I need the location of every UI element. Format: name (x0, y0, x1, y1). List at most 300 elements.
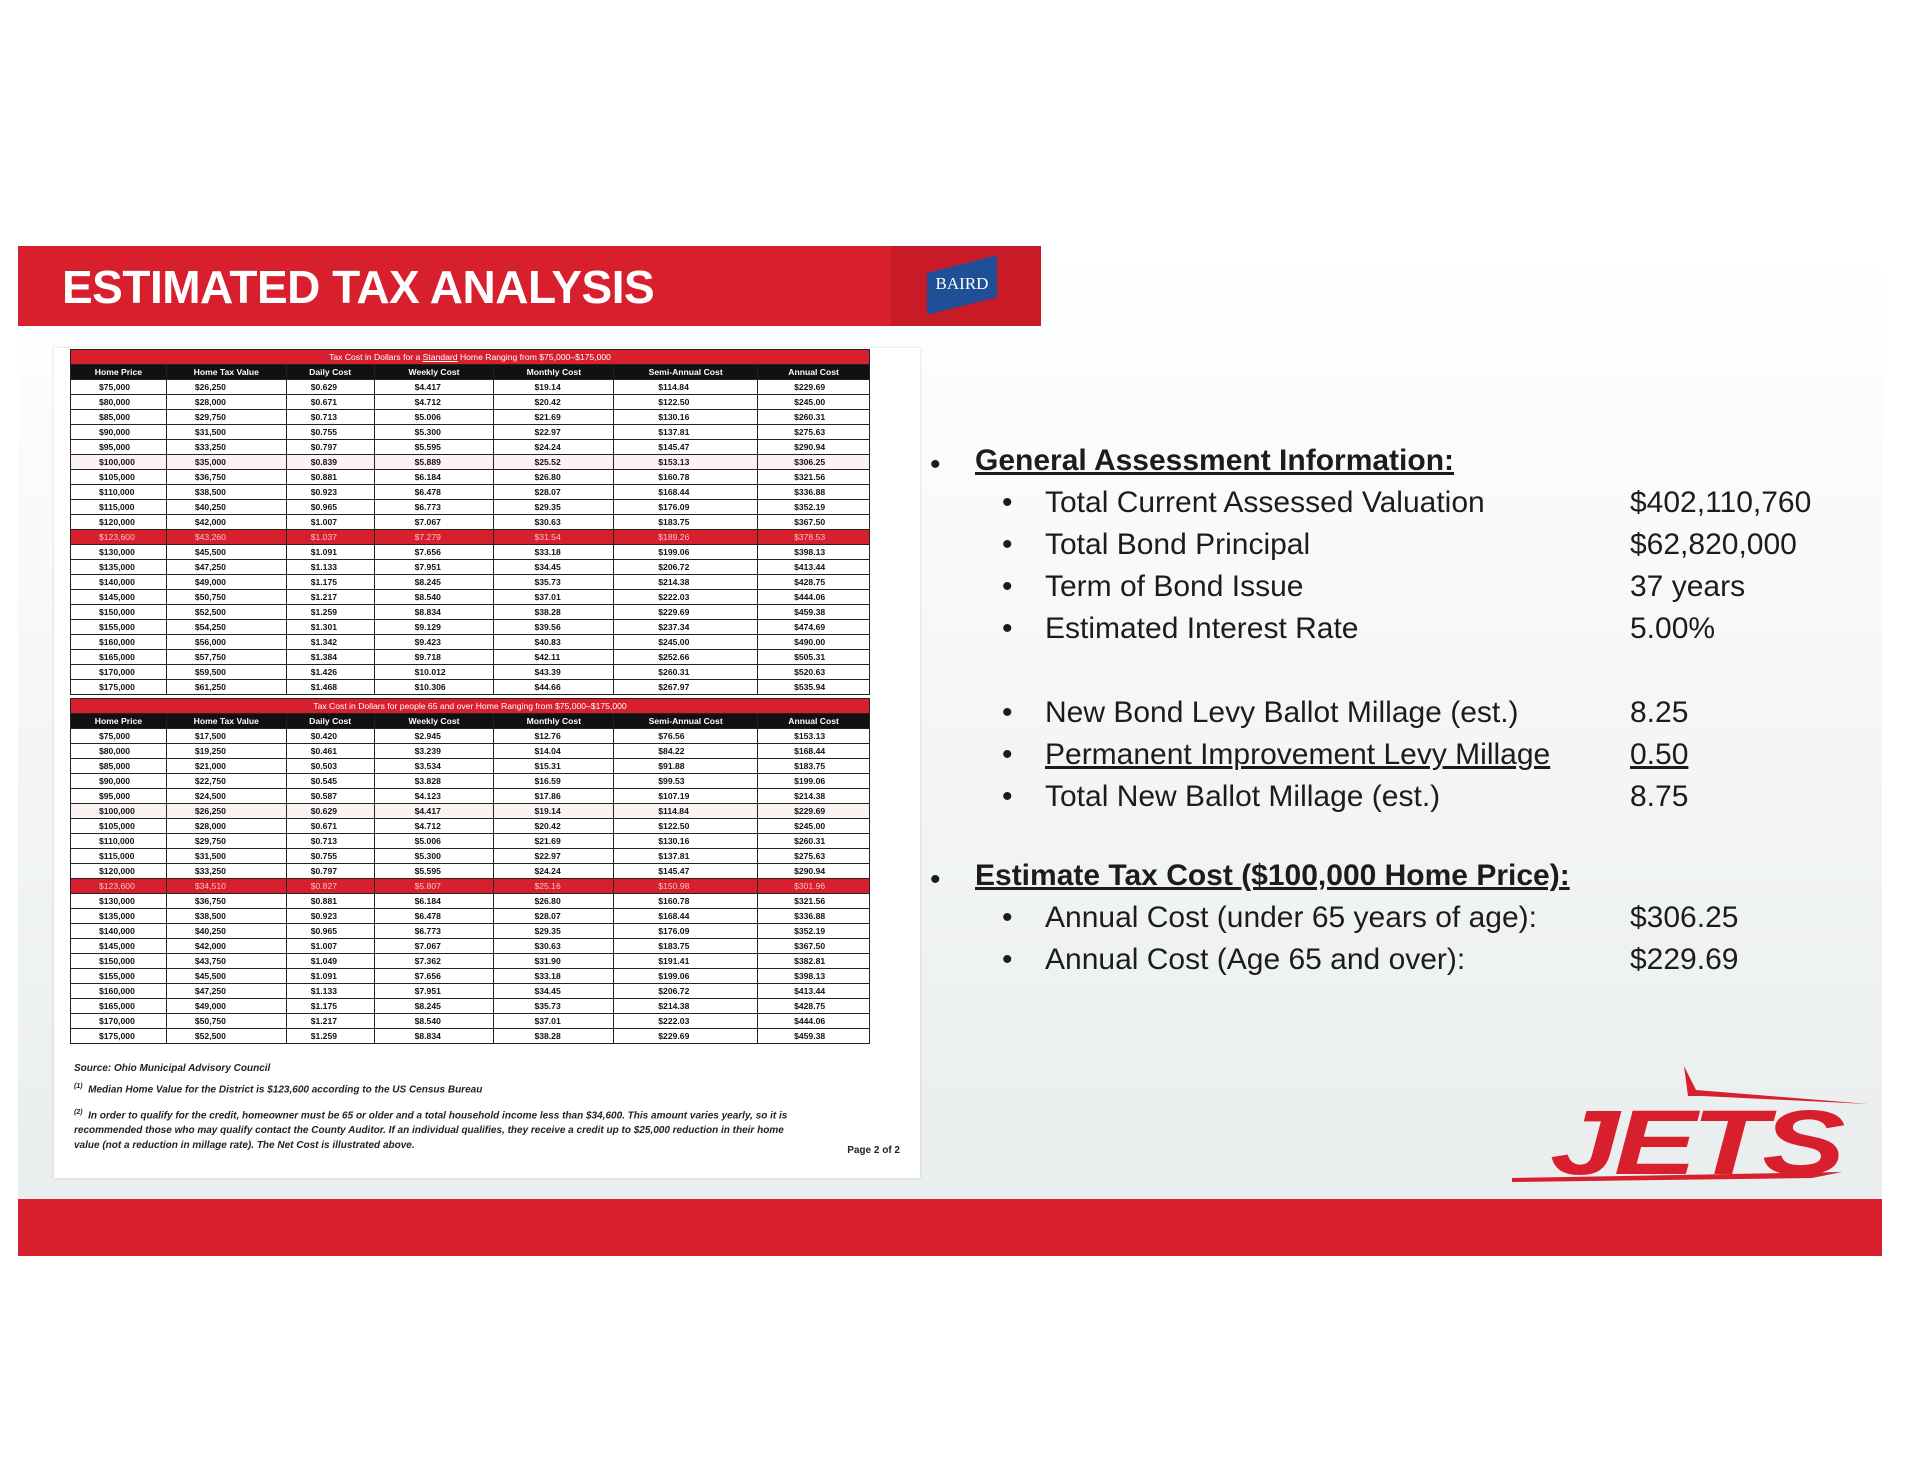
table-cell: $52,500 (166, 605, 286, 620)
table-row (71, 819, 870, 834)
table-cell: $0.923 (286, 909, 374, 924)
table-cell: $29.35 (494, 924, 614, 939)
table-cell: $21.69 (494, 410, 614, 425)
table-cell: $4.417 (374, 804, 494, 819)
table-cell: $267.97 (614, 680, 758, 695)
tax-document (54, 348, 920, 1178)
table-cell: $7.279 (374, 530, 494, 545)
column-header: Monthly Cost (494, 714, 614, 729)
table-cell: $28.07 (494, 485, 614, 500)
table-cell: $306.25 (758, 455, 870, 470)
table-cell: $123,600 (71, 879, 167, 894)
table-cell: $76.56 (614, 729, 758, 744)
table-cell: $36,750 (166, 894, 286, 909)
annual-cost-65plus-label: Annual Cost (Age 65 and over): (1045, 943, 1466, 976)
table-cell: $0.923 (286, 485, 374, 500)
table-cell: $90,000 (71, 425, 167, 440)
annual-cost-under65-value: $306.25 (1630, 901, 1739, 934)
table-cell: $1.259 (286, 1029, 374, 1044)
table-cell: $90,000 (71, 774, 167, 789)
table-cell: $229.69 (614, 605, 758, 620)
table-cell: $170,000 (71, 1014, 167, 1029)
table-cell: $120,000 (71, 515, 167, 530)
table-cell: $237.34 (614, 620, 758, 635)
table-cell: $189.26 (614, 530, 758, 545)
table-cell: $137.81 (614, 425, 758, 440)
table-cell: $85,000 (71, 410, 167, 425)
table-cell: $130.16 (614, 410, 758, 425)
table-cell: $413.44 (758, 984, 870, 999)
baird-logo-text: BAIRD (935, 274, 989, 293)
table-cell: $30.63 (494, 515, 614, 530)
table-row (71, 395, 870, 410)
table-cell: $7.951 (374, 560, 494, 575)
table-cell: $4.417 (374, 380, 494, 395)
bullet-dot: • (1002, 738, 1013, 771)
table-row (71, 605, 870, 620)
table-row (71, 500, 870, 515)
bullet-dot: • (1002, 570, 1013, 603)
table-row (71, 864, 870, 879)
table-cell: $40.83 (494, 635, 614, 650)
column-header: Home Price (71, 714, 167, 729)
table-cell: $3.534 (374, 759, 494, 774)
table-cell: $229.69 (614, 1029, 758, 1044)
table-row (71, 515, 870, 530)
source-note: Source: Ohio Municipal Advisory Council (74, 1063, 271, 1074)
bullet-dot: • (1002, 612, 1013, 645)
table-cell: $175,000 (71, 1029, 167, 1044)
table-cell: $50,750 (166, 1014, 286, 1029)
table-cell: $114.84 (614, 804, 758, 819)
table-cell: $21,000 (166, 759, 286, 774)
bond-levy-millage-label: New Bond Levy Ballot Millage (est.) (1045, 696, 1519, 729)
table-cell: $17.86 (494, 789, 614, 804)
table-cell: $0.839 (286, 455, 374, 470)
table-cell: $40,250 (166, 500, 286, 515)
senior-tax-table (70, 698, 870, 1044)
table-cell: $24.24 (494, 864, 614, 879)
table-cell: $199.06 (614, 969, 758, 984)
table-cell: $301.96 (758, 879, 870, 894)
table-row (71, 665, 870, 680)
table-cell: $16.59 (494, 774, 614, 789)
table-cell: $5.300 (374, 425, 494, 440)
table-cell: $122.50 (614, 819, 758, 834)
table-cell: $444.06 (758, 590, 870, 605)
table-cell: $428.75 (758, 575, 870, 590)
table-cell: $7.067 (374, 515, 494, 530)
table-cell: $8.245 (374, 999, 494, 1014)
table-cell: $150.98 (614, 879, 758, 894)
table-row (71, 530, 870, 545)
table-cell: $14.04 (494, 744, 614, 759)
table-cell: $85,000 (71, 759, 167, 774)
baird-logo-box (891, 246, 1041, 326)
table-cell: $5.300 (374, 849, 494, 864)
table-cell: $19,250 (166, 744, 286, 759)
table-cell: $57,750 (166, 650, 286, 665)
table-cell: $20.42 (494, 819, 614, 834)
table-row (71, 759, 870, 774)
table-cell: $155,000 (71, 969, 167, 984)
table-cell: $114.84 (614, 380, 758, 395)
table-cell: $1.468 (286, 680, 374, 695)
table-row (71, 849, 870, 864)
table-cell: $25.52 (494, 455, 614, 470)
table-cell: $33,250 (166, 864, 286, 879)
table-cell: $34.45 (494, 984, 614, 999)
table-cell: $115,000 (71, 849, 167, 864)
table-cell: $275.63 (758, 425, 870, 440)
table-row (71, 440, 870, 455)
table-cell: $42.11 (494, 650, 614, 665)
table-cell: $50,750 (166, 590, 286, 605)
table-cell: $26.80 (494, 894, 614, 909)
table-row (71, 804, 870, 819)
table-cell: $474.69 (758, 620, 870, 635)
table-cell: $140,000 (71, 924, 167, 939)
table-cell: $1.007 (286, 515, 374, 530)
table-cell: $290.94 (758, 440, 870, 455)
bullet-dot: • (1002, 528, 1013, 561)
table-cell: $444.06 (758, 1014, 870, 1029)
table-cell: $37.01 (494, 1014, 614, 1029)
table-cell: $206.72 (614, 560, 758, 575)
table-cell: $38,500 (166, 485, 286, 500)
table-cell: $38.28 (494, 1029, 614, 1044)
table-row (71, 999, 870, 1014)
table-row (71, 894, 870, 909)
table-cell: $115,000 (71, 500, 167, 515)
table-cell: $245.00 (758, 395, 870, 410)
table-cell: $8.540 (374, 590, 494, 605)
table-cell: $6.478 (374, 485, 494, 500)
table-cell: $0.503 (286, 759, 374, 774)
bond-term-label: Term of Bond Issue (1045, 570, 1304, 603)
table-cell: $378.53 (758, 530, 870, 545)
column-header: Weekly Cost (374, 714, 494, 729)
table-cell: $0.713 (286, 834, 374, 849)
table-cell: $130.16 (614, 834, 758, 849)
table-cell: $199.06 (614, 545, 758, 560)
table-cell: $168.44 (614, 909, 758, 924)
table-cell: $33,250 (166, 440, 286, 455)
table-cell: $1.091 (286, 545, 374, 560)
table-cell: $0.881 (286, 470, 374, 485)
table-header-row (71, 714, 870, 729)
column-header: Home Tax Value (166, 365, 286, 380)
table-cell: $160,000 (71, 635, 167, 650)
total-millage-label: Total New Ballot Millage (est.) (1045, 780, 1441, 813)
table-row (71, 575, 870, 590)
table-cell: $35.73 (494, 999, 614, 1014)
table-cell: $22.97 (494, 849, 614, 864)
table-cell: $31.90 (494, 954, 614, 969)
table-cell: $45,500 (166, 969, 286, 984)
bond-levy-millage-value: 8.25 (1630, 696, 1689, 729)
table-row (71, 879, 870, 894)
table-cell: $25.16 (494, 879, 614, 894)
table-cell: $260.31 (758, 834, 870, 849)
table-cell: $47,250 (166, 560, 286, 575)
table-cell: $2.945 (374, 729, 494, 744)
table-row (71, 909, 870, 924)
table-cell: $0.965 (286, 500, 374, 515)
bullet-dot: • (930, 448, 941, 481)
table-cell: $8.245 (374, 575, 494, 590)
table-cell: $43,750 (166, 954, 286, 969)
table-cell: $245.00 (614, 635, 758, 650)
table-cell: $135,000 (71, 909, 167, 924)
table-cell: $105,000 (71, 470, 167, 485)
estimate-tax-heading: Estimate Tax Cost ($100,000 Home Price): (975, 859, 1570, 892)
table-cell: $0.965 (286, 924, 374, 939)
bond-principal-label: Total Bond Principal (1045, 528, 1311, 561)
table-row (71, 729, 870, 744)
table-row (71, 650, 870, 665)
pi-levy-millage-label: Permanent Improvement Levy Millage (1045, 738, 1551, 771)
table-cell: $5.595 (374, 440, 494, 455)
table-cell: $75,000 (71, 380, 167, 395)
table-cell: $6.184 (374, 894, 494, 909)
table-cell: $28,000 (166, 819, 286, 834)
annual-cost-under65-label: Annual Cost (under 65 years of age): (1045, 901, 1537, 934)
table-cell: $0.755 (286, 425, 374, 440)
table-cell: $165,000 (71, 999, 167, 1014)
table-cell: $19.14 (494, 804, 614, 819)
bullet-dot: • (1002, 943, 1013, 976)
table-cell: $153.13 (614, 455, 758, 470)
column-header: Daily Cost (286, 714, 374, 729)
table-cell: $17,500 (166, 729, 286, 744)
table-cell: $39.56 (494, 620, 614, 635)
footnote-1: $^{(1)}$ Median Home Value for the District is $123,600 according to the US Census Bureau (74, 1083, 483, 1096)
table-cell: $214.38 (614, 575, 758, 590)
table-cell: $206.72 (614, 984, 758, 999)
table-cell: $398.13 (758, 545, 870, 560)
table-cell: $0.629 (286, 380, 374, 395)
table-cell: $260.31 (614, 665, 758, 680)
interest-rate-value: 5.00% (1630, 612, 1716, 645)
table-cell: $336.88 (758, 909, 870, 924)
table-cell: $38.28 (494, 605, 614, 620)
total-millage-value: 8.75 (1630, 780, 1689, 813)
table-cell: $22.97 (494, 425, 614, 440)
table-cell: $22,750 (166, 774, 286, 789)
table-cell: $145,000 (71, 590, 167, 605)
table-cell: $520.63 (758, 665, 870, 680)
table-cell: $123,600 (71, 530, 167, 545)
table-cell: $275.63 (758, 849, 870, 864)
table-cell: $4.712 (374, 819, 494, 834)
table-cell: $54,250 (166, 620, 286, 635)
table-cell: $20.42 (494, 395, 614, 410)
table-cell: $352.19 (758, 924, 870, 939)
table-cell: $6.184 (374, 470, 494, 485)
table-cell: $1.175 (286, 999, 374, 1014)
table-cell: $26,250 (166, 804, 286, 819)
table-cell: $1.342 (286, 635, 374, 650)
table-cell: $80,000 (71, 744, 167, 759)
table-cell: $100,000 (71, 455, 167, 470)
table-cell: $160.78 (614, 894, 758, 909)
table-cell: $0.420 (286, 729, 374, 744)
table-cell: $176.09 (614, 500, 758, 515)
table-cell: $135,000 (71, 560, 167, 575)
table-cell: $367.50 (758, 939, 870, 954)
table-cell: $6.478 (374, 909, 494, 924)
bullet-dot: • (930, 863, 941, 896)
table-cell: $43.39 (494, 665, 614, 680)
annual-cost-65plus-value: $229.69 (1630, 943, 1739, 976)
table-cell: $84.22 (614, 744, 758, 759)
table-cell: $40,250 (166, 924, 286, 939)
table-cell: $43,260 (166, 530, 286, 545)
table-cell: $165,000 (71, 650, 167, 665)
table-cell: $0.827 (286, 879, 374, 894)
table-cell: $107.19 (614, 789, 758, 804)
table-cell: $120,000 (71, 864, 167, 879)
table-row (71, 789, 870, 804)
table-cell: $321.56 (758, 470, 870, 485)
table-cell: $170,000 (71, 665, 167, 680)
bond-principal-value: $62,820,000 (1630, 528, 1797, 561)
table-cell: $1.133 (286, 560, 374, 575)
column-header: Semi-Annual Cost (614, 714, 758, 729)
table-cell: $155,000 (71, 620, 167, 635)
table-row (71, 744, 870, 759)
table-cell: $3.828 (374, 774, 494, 789)
standard-table-caption: Tax Cost in Dollars for a Standard Home Ranging from $75,000–$175,000 (70, 349, 870, 364)
table-row (71, 954, 870, 969)
table-cell: $413.44 (758, 560, 870, 575)
table-row (71, 560, 870, 575)
column-header: Semi-Annual Cost (614, 365, 758, 380)
table-cell: $0.755 (286, 849, 374, 864)
table-cell: $5.807 (374, 879, 494, 894)
table-cell: $6.773 (374, 500, 494, 515)
table-cell: $0.671 (286, 819, 374, 834)
table-cell: $0.881 (286, 894, 374, 909)
table-row (71, 590, 870, 605)
table-cell: $1.133 (286, 984, 374, 999)
table-cell: $105,000 (71, 819, 167, 834)
table-row (71, 410, 870, 425)
table-row (71, 1029, 870, 1044)
table-cell: $0.671 (286, 395, 374, 410)
table-cell: $61,250 (166, 680, 286, 695)
table-cell: $1.037 (286, 530, 374, 545)
table-cell: $9.718 (374, 650, 494, 665)
table-cell: $8.540 (374, 1014, 494, 1029)
table-cell: $34,510 (166, 879, 286, 894)
table-cell: $80,000 (71, 395, 167, 410)
column-header: Monthly Cost (494, 365, 614, 380)
table-row (71, 969, 870, 984)
footer-bar (18, 1199, 1882, 1256)
table-cell: $150,000 (71, 954, 167, 969)
table-cell: $5.006 (374, 410, 494, 425)
table-cell: $26,250 (166, 380, 286, 395)
table-cell: $183.75 (614, 939, 758, 954)
title-bar (18, 246, 1041, 326)
table-cell: $95,000 (71, 789, 167, 804)
table-cell: $459.38 (758, 1029, 870, 1044)
table-cell: $229.69 (758, 380, 870, 395)
table-cell: $1.217 (286, 590, 374, 605)
table-cell: $505.31 (758, 650, 870, 665)
table-cell: $42,000 (166, 515, 286, 530)
table-cell: $5.595 (374, 864, 494, 879)
table-cell: $367.50 (758, 515, 870, 530)
table-cell: $145.47 (614, 440, 758, 455)
table-cell: $336.88 (758, 485, 870, 500)
table-cell: $160.78 (614, 470, 758, 485)
table-cell: $1.426 (286, 665, 374, 680)
table-cell: $10.012 (374, 665, 494, 680)
table-cell: $1.217 (286, 1014, 374, 1029)
pi-levy-millage-value: 0.50 (1630, 738, 1689, 771)
table-cell: $59,500 (166, 665, 286, 680)
table-cell: $52,500 (166, 1029, 286, 1044)
table-cell: $3.239 (374, 744, 494, 759)
table-cell: $44.66 (494, 680, 614, 695)
table-cell: $490.00 (758, 635, 870, 650)
table-cell: $140,000 (71, 575, 167, 590)
table-row (71, 939, 870, 954)
page-title: ESTIMATED TAX ANALYSIS (62, 261, 655, 313)
column-header: Daily Cost (286, 365, 374, 380)
jets-logo-text: JETS (1550, 1092, 1845, 1182)
table-row (71, 545, 870, 560)
table-cell: $0.545 (286, 774, 374, 789)
table-cell: $145,000 (71, 939, 167, 954)
table-row (71, 380, 870, 395)
table-cell: $47,250 (166, 984, 286, 999)
table-cell: $28,000 (166, 395, 286, 410)
table-cell: $4.123 (374, 789, 494, 804)
table-cell: $42,000 (166, 939, 286, 954)
table-row (71, 680, 870, 695)
table-cell: $176.09 (614, 924, 758, 939)
table-cell: $130,000 (71, 894, 167, 909)
table-cell: $382.81 (758, 954, 870, 969)
table-cell: $1.301 (286, 620, 374, 635)
table-cell: $49,000 (166, 999, 286, 1014)
table-cell: $36,750 (166, 470, 286, 485)
jets-logo (1512, 1066, 1872, 1182)
table-cell: $49,000 (166, 575, 286, 590)
senior-table-caption: Tax Cost in Dollars for people 65 and over Home Ranging from $75,000–$175,000 (70, 698, 870, 713)
table-cell: $1.091 (286, 969, 374, 984)
table-cell: $1.007 (286, 939, 374, 954)
table-cell: $56,000 (166, 635, 286, 650)
table-cell: $91.88 (614, 759, 758, 774)
table-cell: $30.63 (494, 939, 614, 954)
table-cell: $150,000 (71, 605, 167, 620)
table-cell: $10.306 (374, 680, 494, 695)
table-cell: $15.31 (494, 759, 614, 774)
table-cell: $1.384 (286, 650, 374, 665)
table-cell: $130,000 (71, 545, 167, 560)
table-cell: $24,500 (166, 789, 286, 804)
table-cell: $398.13 (758, 969, 870, 984)
valuation-value: $402,110,760 (1630, 486, 1812, 519)
table-cell: $5.006 (374, 834, 494, 849)
table-cell: $145.47 (614, 864, 758, 879)
table-cell: $9.129 (374, 620, 494, 635)
